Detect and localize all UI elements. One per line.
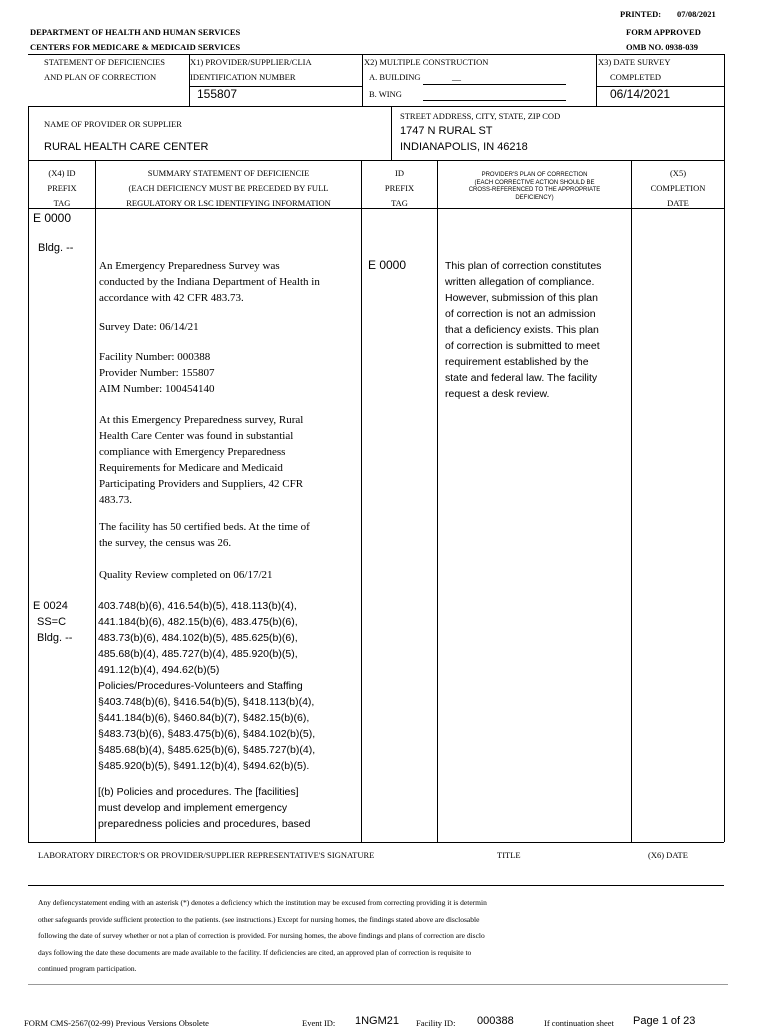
plan-label: AND PLAN OF CORRECTION [44,72,157,82]
event-id-value: 1NGM21 [355,1015,400,1027]
continuation-label: If continuation sheet [544,1018,614,1028]
provider-number: 155807 [197,87,238,101]
printed-date: 07/08/2021 [677,9,716,19]
plan-header: PROVIDER'S PLAN OF CORRECTION (EACH CORRECTIVE ACTION SHOULD BE CROSS-REFERENCED TO THE APPROPRIATE DEFICIENCY) [468,172,601,201]
regulation-references: 403.748(b)(6), 416.54(b)(5), 418.113(b)(4), 441.184(b)(6), 482.15(b)(6), 483.475(b)(6), 483.73(b)(6), 484.102(b)(5), 485.625(b)(6), 485.68(b)(4), 485.727(b)(4), 485.920(b)(5), 491.12(b)(4), 494.62(b)(5) Policies/Procedures-Volunteers and Staffing §403.748(b)(6), §416.54(b)(5), §418.113(b)(4), §441.184(b)(6), §460.84(b)(7), §482.15(b)(6), §483.73(b)(6), §483.475(b)(6), §484.102(b)(5), §485.68(b)(4), §485.625(b)(6), §485.727(b)(4), §485.920(b)(5), §491.12(b)(4), §494.62(b)(5). [98,600,316,772]
x5-header: (X5) COMPLETION DATE [650,168,706,208]
plan-tag-e0000: E 0000 [368,258,407,272]
x2-label: X2) MULTIPLE CONSTRUCTION [364,57,489,67]
plan-of-correction: This plan of correction constitutes written allegation of compliance. However, submission of this plan of correction is not an admission that a deficiency exists. This plan of correction is submitted to meet requirement established by the state and federal law. The facility request a desk review. [445,260,602,400]
facility-ids: Facility Number: 000388 Provider Number: 155807 AIM Number: 100454140 [99,351,215,395]
quality-review: Quality Review completed on 06/17/21 [99,569,273,581]
event-id-label: Event ID: [302,1018,336,1028]
building-label: A. BUILDING [369,72,421,82]
completed-label: COMPLETED [610,72,661,82]
disclaimer: Any defiencystatement ending with an asterisk (*) denotes a deficiency which the institution may be excused from correcting providing it is determin other safeguards provide sufficient protection to the patients. (see instructions.) Except for nursing homes, the findings stated above are disclosable following the date of survey whether or not a plan of correction is provided. For nursing homes, the above findings and plans of correction are disclo days following the date these documents are made available to the facility. If deficiencies are cited, an approved plan of correction is requisite to continued program participation. [38,898,487,973]
x3-label: X3) DATE SURVEY [598,57,671,67]
tag-e0024: E 0024 SS=C Bldg. -- [33,600,73,644]
survey-date: 06/14/2021 [610,87,671,101]
provider-name: RURAL HEALTH CARE CENTER [44,141,209,153]
provider-name-label: NAME OF PROVIDER OR SUPPLIER [44,119,182,129]
omb-number: OMB NO. 0938-039 [626,42,699,52]
summary-header: SUMMARY STATEMENT OF DEFICIENCIE (EACH DEFICIENCY MUST BE PRECEDED BY FULL REGULATORY OR LSC IDENTIFYING INFORMATION [126,168,331,208]
address-label: STREET ADDRESS, CITY, STATE, ZIP COD [400,111,561,121]
address-street: 1747 N RURAL ST [400,125,493,137]
printed-label: PRINTED: [620,9,662,19]
x1-label: X1) PROVIDER/SUPPLIER/CLIA [190,57,312,67]
summary-intro: An Emergency Preparedness Survey was conducted by the Indiana Department of Health in accordance with 42 CFR 483.73. [99,260,320,304]
facility-id-label: Facility ID: [416,1018,456,1028]
census-statement: The facility has 50 certified beds. At the time of the survey, the census was 26. [99,521,310,549]
centers-name: CENTERS FOR MEDICARE & MEDICAID SERVICES [30,42,241,52]
form-approved: FORM APPROVED [626,27,701,37]
policy-text: [(b) Policies and procedures. The [facilities] must develop and implement emergency preparedness policies and procedures, based [98,786,311,830]
page-number: Page 1 of 23 [633,1015,696,1027]
title-label: TITLE [497,850,521,860]
statement-label: STATEMENT OF DEFICIENCIES [44,57,166,67]
signature-label: LABORATORY DIRECTOR'S OR PROVIDER/SUPPLIER REPRESENTATIVE'S SIGNATURE [38,850,375,860]
compliance-statement: At this Emergency Preparedness survey, Rural Health Care Center was found in substantial compliance with Emergency Preparedness Requirements for Medicare and Medicaid Participating Providers and Suppliers, 42 CFR 483.73. [99,414,304,506]
bldg-label: Bldg. -- [38,242,74,254]
address-city: INDIANAPOLIS, IN 46218 [400,141,528,153]
tag-e0000: E 0000 [33,211,72,225]
survey-date-line: Survey Date: 06/14/21 [99,321,199,333]
department-name: DEPARTMENT OF HEALTH AND HUMAN SERVICES [30,27,241,37]
facility-id-value: 000388 [477,1015,514,1027]
form-number: FORM CMS-2567(02-99) Previous Versions Obsolete [24,1018,209,1028]
wing-label: B. WING [369,89,402,99]
date-label: (X6) DATE [648,850,688,860]
id-header: ID PREFIX TAG [384,168,415,208]
building-value: __ [452,72,461,82]
x1-id-label: IDENTIFICATION NUMBER [190,72,296,82]
x4-header: (X4) ID PREFIX TAG [47,168,77,208]
